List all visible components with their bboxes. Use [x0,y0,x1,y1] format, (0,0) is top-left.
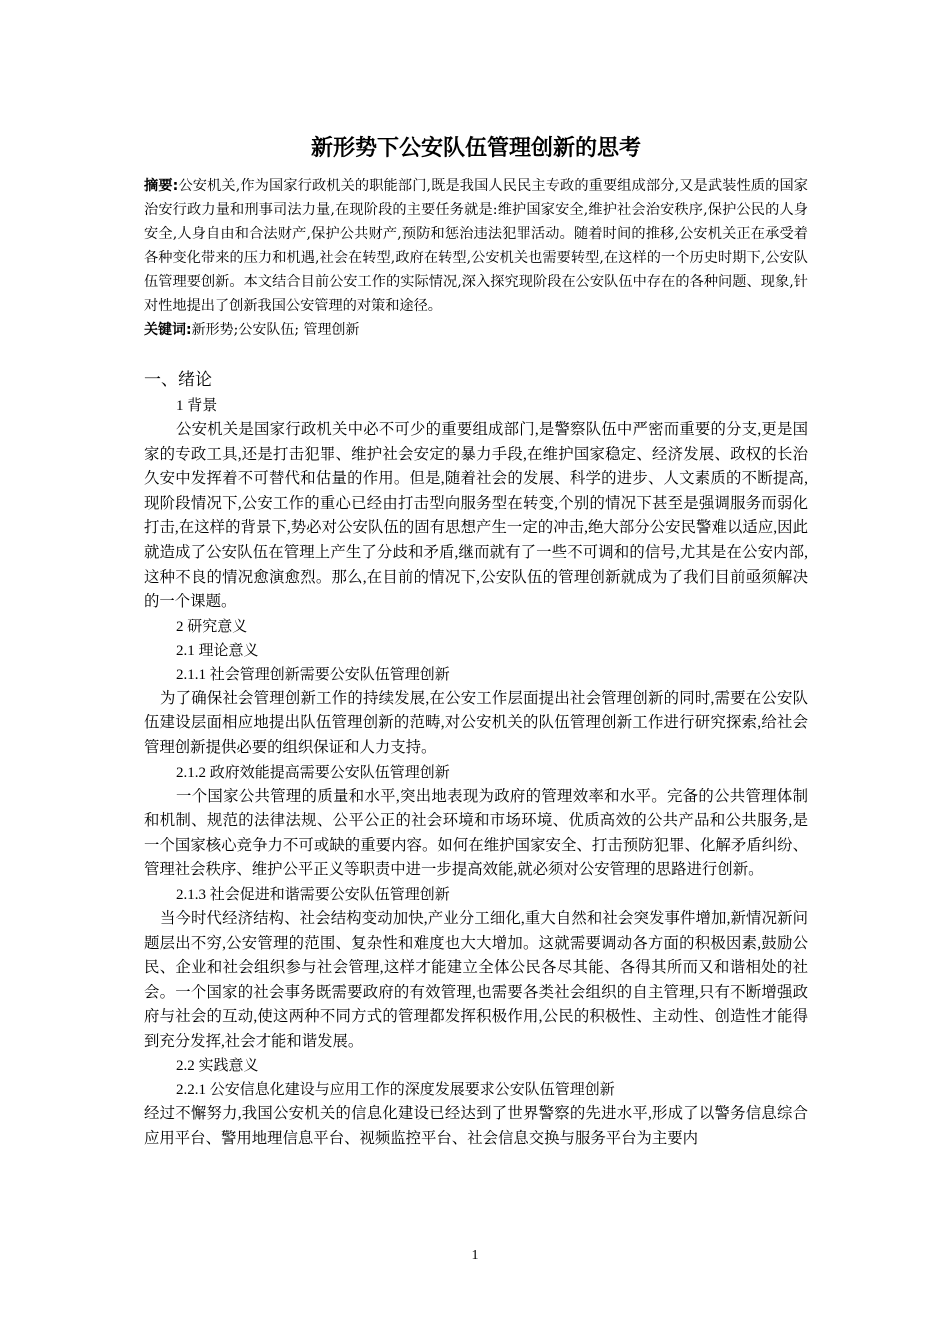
keywords-label: 关键词: [144,322,192,338]
document-title: 新形势下公安队伍管理创新的思考 [310,136,641,161]
heading-2-1-1: 2.1.1 社会管理创新需要公安队伍管理创新 [176,666,450,683]
heading-2-1-3: 2.1.3 社会促进和谐需要公安队伍管理创新 [176,886,450,903]
page-content [144,132,808,1152]
heading-2-2-1: 2.2.1 公安信息化建设与应用工作的深度发展要求公安队伍管理创新 [176,1082,615,1099]
keywords [144,318,808,342]
abstract [144,174,808,318]
abstract-text: 公安机关,作为国家行政机关的职能部门,既是我国人民民主专政的重要组成部分,又是武装性质的国家治安行政力量和刑事司法力量,在现阶段的主要任务就是:维护国家安全,维护社会治安秩序,保护公民的人身安全,人身自由和合法财产,保护公共财产,预防和惩治违法犯罪活动。随着时间的推移,公安机关正在承受着各种变化带来的压力和机遇,社会在转型,政府在转型,公安机关也需要转型,在这样的一个历史时期下,公安队伍管理要创新。本文结合目前公安工作的实际情况,深入探究现阶段在公安队伍中存在的各种问题、现象,针对性地提出了创新我国公安管理的对策和途径。 [144,178,808,314]
paragraph-2-2-1: 经过不懈努力,我国公安机关的信息化建设已经达到了世界警察的先进水平,形成了以警务信息综合应用平台、警用地理信息平台、视频监控平台、社会信息交换与服务平台为主要内 [144,1105,808,1148]
heading-2-1-2: 2.1.2 政府效能提高需要公安队伍管理创新 [176,764,450,781]
paragraph-background: 公安机关是国家行政机关中必不可少的重要组成部门,是警察队伍中严密而重要的分支,更是国家的专政工具,还是打击犯罪、维护社会安定的暴力手段,在维护国家稳定、经济发展、政权的长治久安中发挥着不可替代和估量的作用。但是,随着社会的发展、科学的进步、人文素质的不断提高,现阶段情况下,公安工作的重心已经由打击型向服务型在转变,个别的情况下甚至是强调服务而弱化打击,在这样的背景下,势必对公安队伍的固有思想产生一定的冲击,绝大部分公安民警难以适应,因此就造成了公安队伍在管理上产生了分歧和矛盾,继而就有了一些不可调和的信号,尤其是在公安内部,这种不良的情况愈演愈烈。那么,在目前的情况下,公安队伍的管理创新就成为了我们目前亟须解决的一个课题。 [144,421,808,611]
heading-practice: 2.2 实践意义 [176,1058,259,1075]
paragraph-2-1-1: 为了确保社会管理创新工作的持续发展,在公安工作层面提出社会管理创新的同时,需要在公安队伍建设层面相应地提出队伍管理创新的范畴,对公安机关的队伍管理创新工作进行研究探索,给社会管理创新提供必要的组织保证和人力支持。 [144,689,808,756]
heading-theory: 2.1 理论意义 [176,642,259,659]
section-heading-intro: 一、绪论 [144,370,212,390]
paragraph-2-1-3: 当今时代经济结构、社会结构变动加快,产业分工细化,重大自然和社会突发事件增加,新情况新问题层出不穷,公安管理的范围、复杂性和难度也大大增加。这就需要调动各方面的积极因素,鼓励公民、企业和社会组织参与社会管理,这样才能建立全体公民各尽其能、各得其所而又和谐相处的社会。一个国家的社会事务既需要政府的有效管理,也需要各类社会组织的自主管理,只有不断增强政府与社会的互动,使这两种不同方式的管理都发挥积极作用,公民的积极性、主动性、创造性才能得到充分发挥,社会才能和谐发展。 [144,909,808,1050]
heading-significance: 2 研究意义 [176,618,248,635]
keywords-text: 新形势;公安队伍; 管理创新 [191,322,360,338]
paragraph-2-1-2: 一个国家公共管理的质量和水平,突出地表现为政府的管理效率和水平。完备的公共管理体制和机制、规范的法律法规、公平公正的社会环境和市场环境、优质高效的公共产品和公共服务,是一个国家核心竞争力不可或缺的重要内容。如何在维护国家安全、打击预防犯罪、化解矛盾纠纷、管理社会秩序、维护公平正义等职责中进一步提高效能,就必须对公安管理的思路进行创新。 [144,787,808,879]
page-number: 1 [471,1248,479,1263]
abstract-label: 摘要: [144,178,179,194]
heading-background: 1 背景 [176,398,218,414]
